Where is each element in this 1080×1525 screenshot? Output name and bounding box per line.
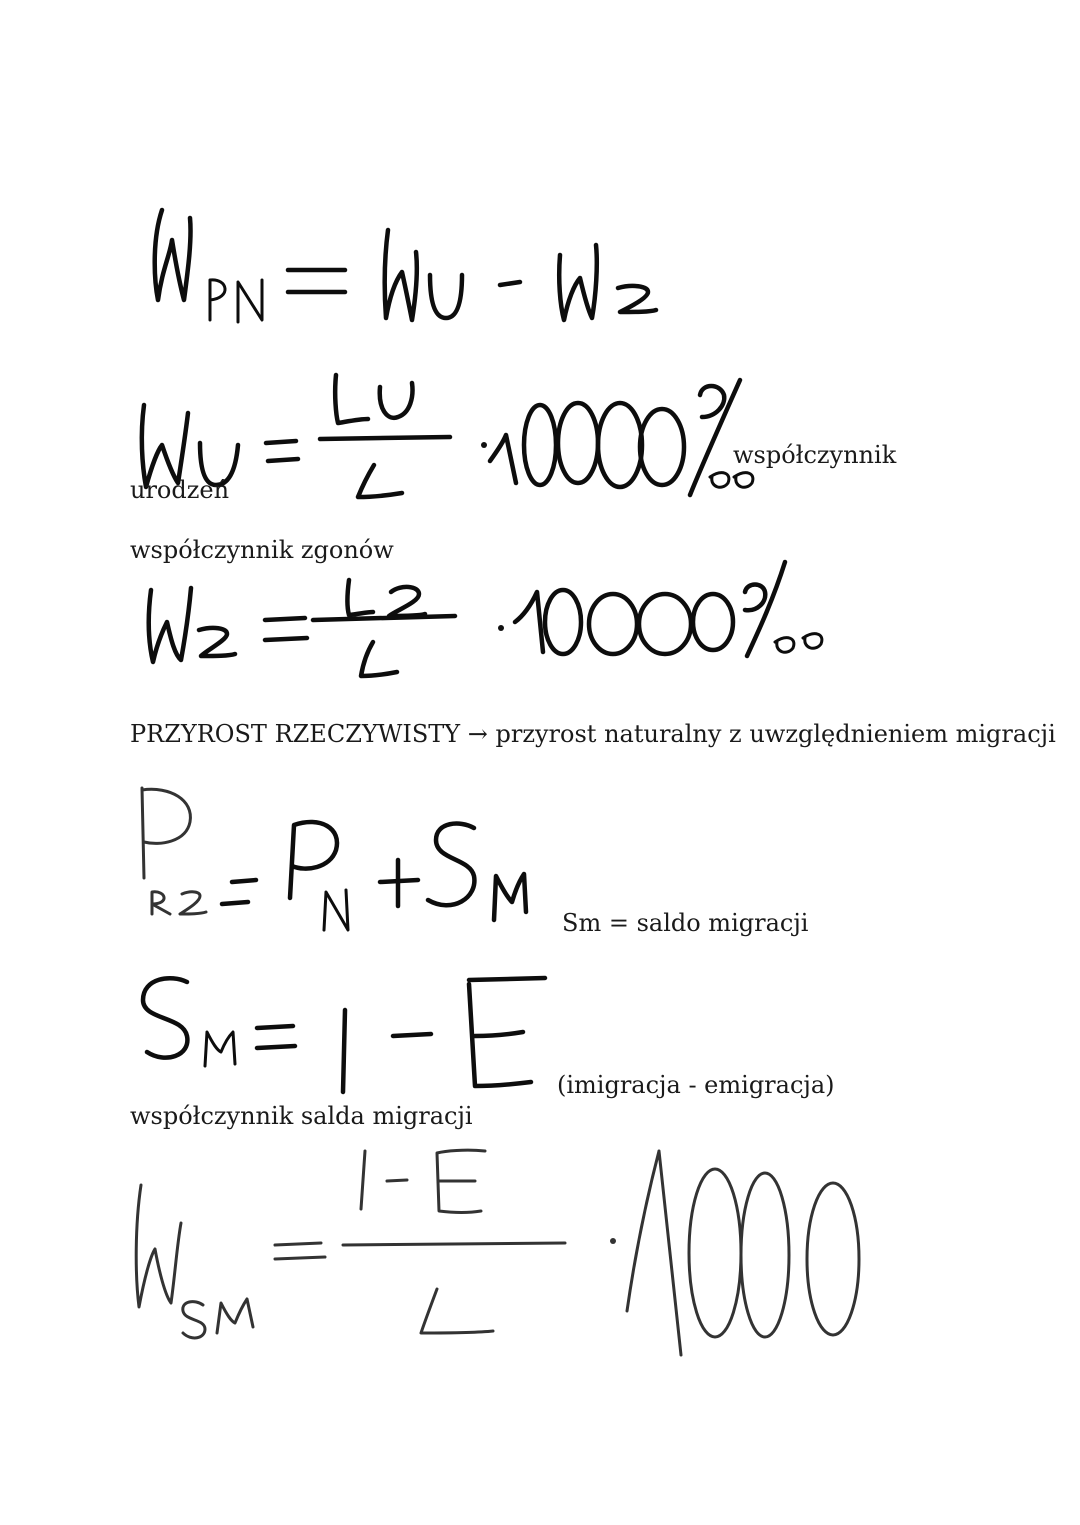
label-wspolczynnik-salda-migracji: współczynnik salda migracji — [130, 1102, 473, 1130]
formula-wsm — [125, 1135, 875, 1370]
formula-wpn — [140, 200, 680, 340]
note-saldo-migracji: Sm = saldo migracji — [562, 909, 809, 937]
formula-wz — [135, 560, 845, 690]
heading-przyrost-rzeczywisty: PRZYROST RZECZYWISTY → przyrost naturalny z uwzględnieniem migracji — [130, 720, 1056, 748]
formula-prz — [130, 780, 550, 940]
formula-sm — [135, 970, 565, 1100]
note-imigracja-emigracja: (imigracja - emigracja) — [557, 1071, 835, 1099]
label-wspolczynnik-zgonow: współczynnik zgonów — [130, 536, 394, 564]
label-urodzen: urodzeń — [130, 476, 230, 504]
label-wspolczynnik: współczynnik — [733, 441, 897, 469]
